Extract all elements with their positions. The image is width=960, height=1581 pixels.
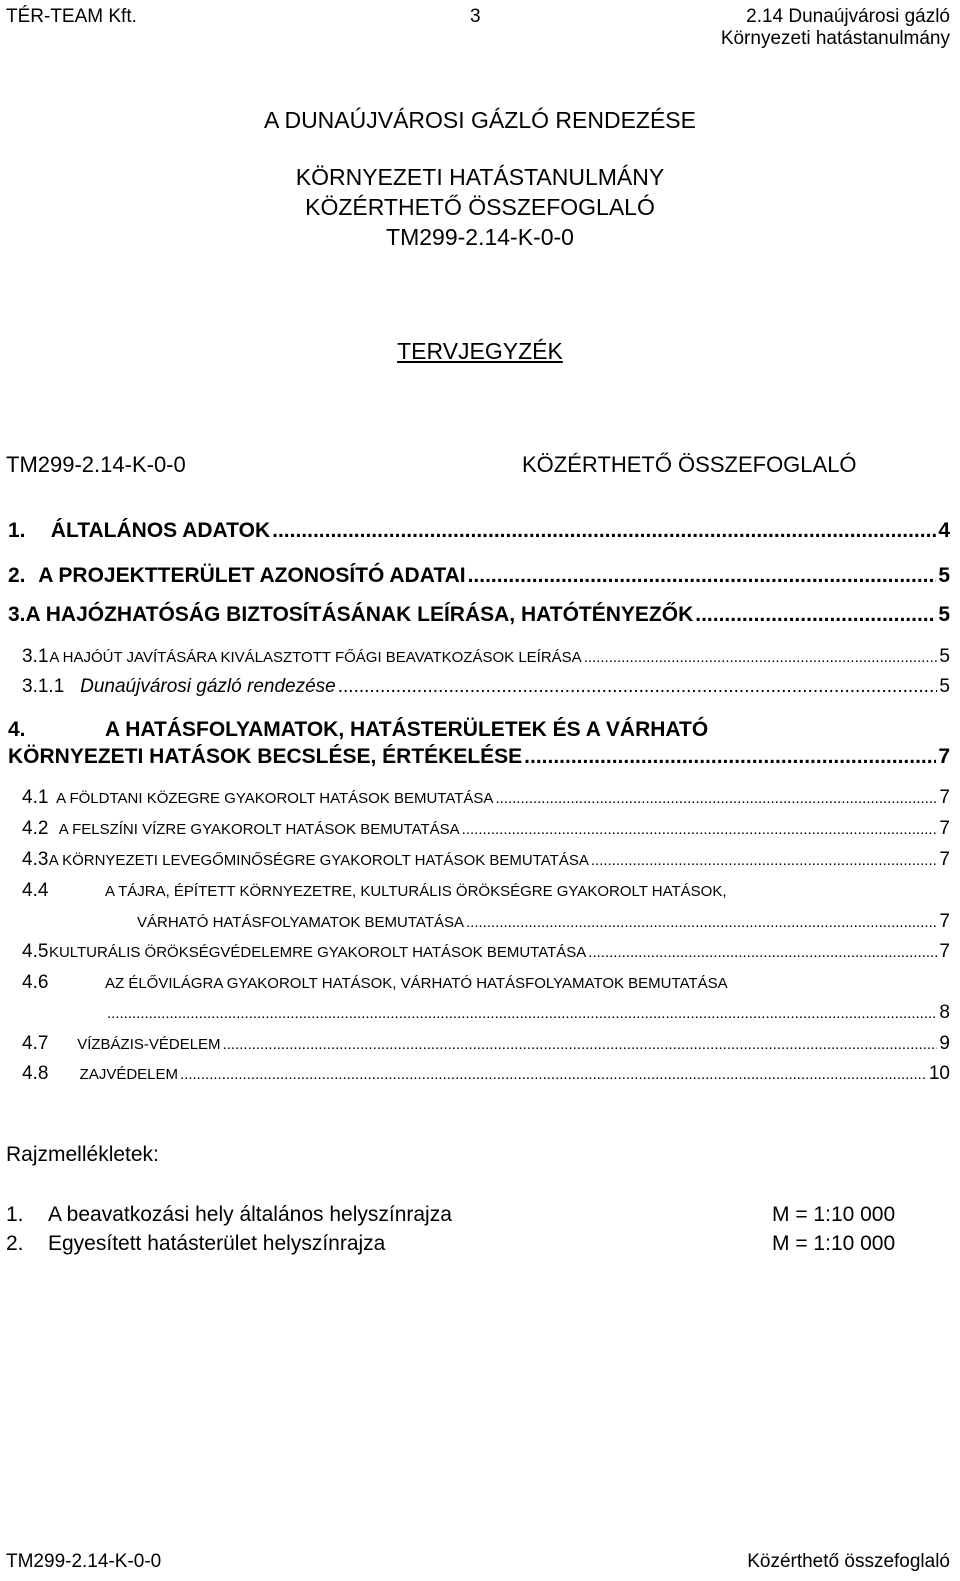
toc-page: 5: [939, 676, 950, 697]
doc-code: TM299-2.14-K-0-0: [6, 452, 186, 477]
toc-number: 4.8: [22, 1063, 49, 1084]
toc-title: A TÁJRA, ÉPÍTETT KÖRNYEZETRE, KULTURÁLIS ÖRÖKSÉGRE GYAKOROLT HATÁSOK,: [105, 883, 727, 900]
attachment-title[interactable]: Egyesített hatásterület helyszínrajza: [48, 1232, 386, 1255]
toc-title: A HATÁSFOLYAMATOK, HATÁSTERÜLETEK ÉS A VÁRHATÓ: [105, 718, 709, 741]
attachment-number: 1.: [6, 1203, 24, 1226]
toc-number: 1.: [8, 519, 26, 542]
toc-title-cont: VÁRHATÓ HATÁSFOLYAMATOK BEMUTATÁSA: [137, 914, 464, 931]
toc-title: A FÖLDTANI KÖZEGRE GYAKOROLT HATÁSOK BEMUTATÁSA: [56, 790, 494, 807]
toc-leader: [695, 603, 936, 627]
toc-leader: [584, 649, 938, 666]
toc-leader: [495, 790, 937, 807]
toc-title: A HAJÓÚT JAVÍTÁSÁRA KIVÁLASZTOTT FŐÁGI BEAVATKOZÁSOK LEÍRÁSA: [49, 649, 582, 666]
toc-item-46-line1[interactable]: [22, 972, 728, 994]
footer-right: Közérthető összefoglaló: [747, 1551, 950, 1572]
toc-number: 2.: [8, 564, 26, 587]
toc-item[interactable]: [8, 603, 950, 627]
attachment-title[interactable]: A beavatkozási hely általános helyszínrajza: [48, 1203, 452, 1226]
toc-number: 4.3: [22, 849, 49, 870]
toc-leader: [591, 852, 938, 869]
attachment-number: 2.: [6, 1232, 24, 1255]
toc-page: 5: [938, 564, 950, 587]
toc-leader: [588, 944, 937, 961]
toc-item[interactable]: [22, 849, 950, 871]
toc-leader: [180, 1066, 927, 1083]
toc-item[interactable]: [22, 676, 950, 698]
toc-page: 9: [939, 1033, 950, 1054]
toc-number: 3.1.1: [22, 676, 65, 697]
toc-page: 7: [939, 787, 950, 808]
attachment-scale: M = 1:10 000: [772, 1232, 896, 1255]
toc-item[interactable]: [22, 818, 950, 840]
toc-page: 7: [939, 941, 950, 962]
toc-item[interactable]: [22, 787, 950, 809]
toc-number: 4.5: [22, 941, 49, 962]
toc-number: 4.7: [22, 1033, 49, 1054]
doc-name: KÖZÉRTHETŐ ÖSSZEFOGLALÓ: [522, 452, 857, 477]
toc-page: 7: [939, 911, 950, 932]
toc-page: 5: [939, 646, 950, 667]
toc-title: ZAJVÉDELEM: [79, 1066, 179, 1083]
toc-item[interactable]: [105, 1002, 950, 1024]
toc-number: 4.2: [22, 818, 49, 839]
toc-title: KULTURÁLIS ÖRÖKSÉGVÉDELEMRE GYAKOROLT HATÁSOK BEMUTATÁSA: [48, 944, 587, 961]
toc-item[interactable]: [22, 646, 950, 668]
toc-leader: [466, 914, 937, 931]
toc-page: 8: [939, 1002, 950, 1023]
toc-leader: [468, 564, 937, 588]
title-line-1: KÖRNYEZETI HATÁSTANULMÁNY: [295, 164, 665, 190]
toc-item[interactable]: [137, 911, 950, 933]
footer-left: TM299-2.14-K-0-0: [6, 1551, 162, 1572]
toc-title: ÁLTALÁNOS ADATOK: [50, 519, 271, 542]
toc-title: AZ ÉLŐVILÁGRA GYAKOROLT HATÁSOK, VÁRHATÓ HATÁSFOLYAMATOK BEMUTATÁSA: [105, 975, 728, 992]
toc-leader: [524, 745, 936, 769]
toc-title-cont: KÖRNYEZETI HATÁSOK BECSLÉSE, ÉRTÉKELÉSE: [8, 745, 523, 768]
toc-leader: [462, 821, 938, 838]
toc-title: VÍZBÁZIS-VÉDELEM: [77, 1036, 221, 1053]
toc-item[interactable]: [8, 745, 950, 769]
toc-number: 3.: [8, 603, 26, 626]
toc-title: A KÖRNYEZETI LEVEGŐMINŐSÉGRE GYAKOROLT HATÁSOK BEMUTATÁSA: [48, 852, 589, 869]
toc-leader: [338, 676, 938, 698]
toc-item[interactable]: [8, 519, 950, 543]
toc-number: 4.: [8, 718, 26, 741]
toc-number: 4.4: [22, 880, 49, 901]
attachment-scale: M = 1:10 000: [772, 1203, 896, 1226]
toc-number: 4.6: [22, 972, 49, 993]
toc-leader: [107, 1005, 937, 1022]
toc-item[interactable]: [8, 564, 950, 588]
toc-page: 10: [928, 1063, 950, 1084]
toc-item[interactable]: [22, 941, 950, 963]
title-line-3: TM299-2.14-K-0-0: [386, 224, 574, 250]
toc-title: A HAJÓZHATÓSÁG BIZTOSÍTÁSÁNAK LEÍRÁSA, HATÓTÉNYEZŐK: [25, 603, 694, 626]
attachments-heading: Rajzmellékletek:: [6, 1143, 159, 1166]
section-heading: TERVJEGYZÉK: [397, 338, 563, 364]
toc-number: 4.1: [22, 787, 49, 808]
title-line-2: KÖZÉRTHETŐ ÖSSZEFOGLALÓ: [305, 194, 655, 220]
toc-item[interactable]: [22, 1033, 950, 1055]
header-doc-title-2: Környezeti hatástanulmány: [720, 28, 950, 49]
header-company: TÉR-TEAM Kft.: [6, 6, 137, 27]
toc-title: Dunaújvárosi gázló rendezése: [80, 676, 336, 697]
toc-leader: [223, 1036, 938, 1053]
toc-leader: [272, 519, 936, 543]
header-page-number: 3: [470, 6, 481, 27]
toc-item-44-line1[interactable]: [22, 880, 727, 902]
toc-title: A FELSZÍNI VÍZRE GYAKOROLT HATÁSOK BEMUTATÁSA: [58, 821, 460, 838]
toc-page: 7: [939, 849, 950, 870]
toc-page: 5: [938, 603, 950, 626]
toc-number: 3.1: [22, 646, 49, 667]
header-doc-title-1: 2.14 Dunaújvárosi gázló: [746, 6, 950, 27]
toc-page: 7: [939, 818, 950, 839]
toc-page: 4: [938, 519, 950, 542]
toc-item-4-line1[interactable]: [8, 718, 708, 742]
toc-item[interactable]: [22, 1063, 950, 1085]
toc-page: 7: [938, 745, 950, 768]
toc-title: A PROJEKTTERÜLET AZONOSÍTÓ ADATAI: [38, 564, 466, 587]
main-title: A DUNAÚJVÁROSI GÁZLÓ RENDEZÉSE: [264, 107, 696, 133]
